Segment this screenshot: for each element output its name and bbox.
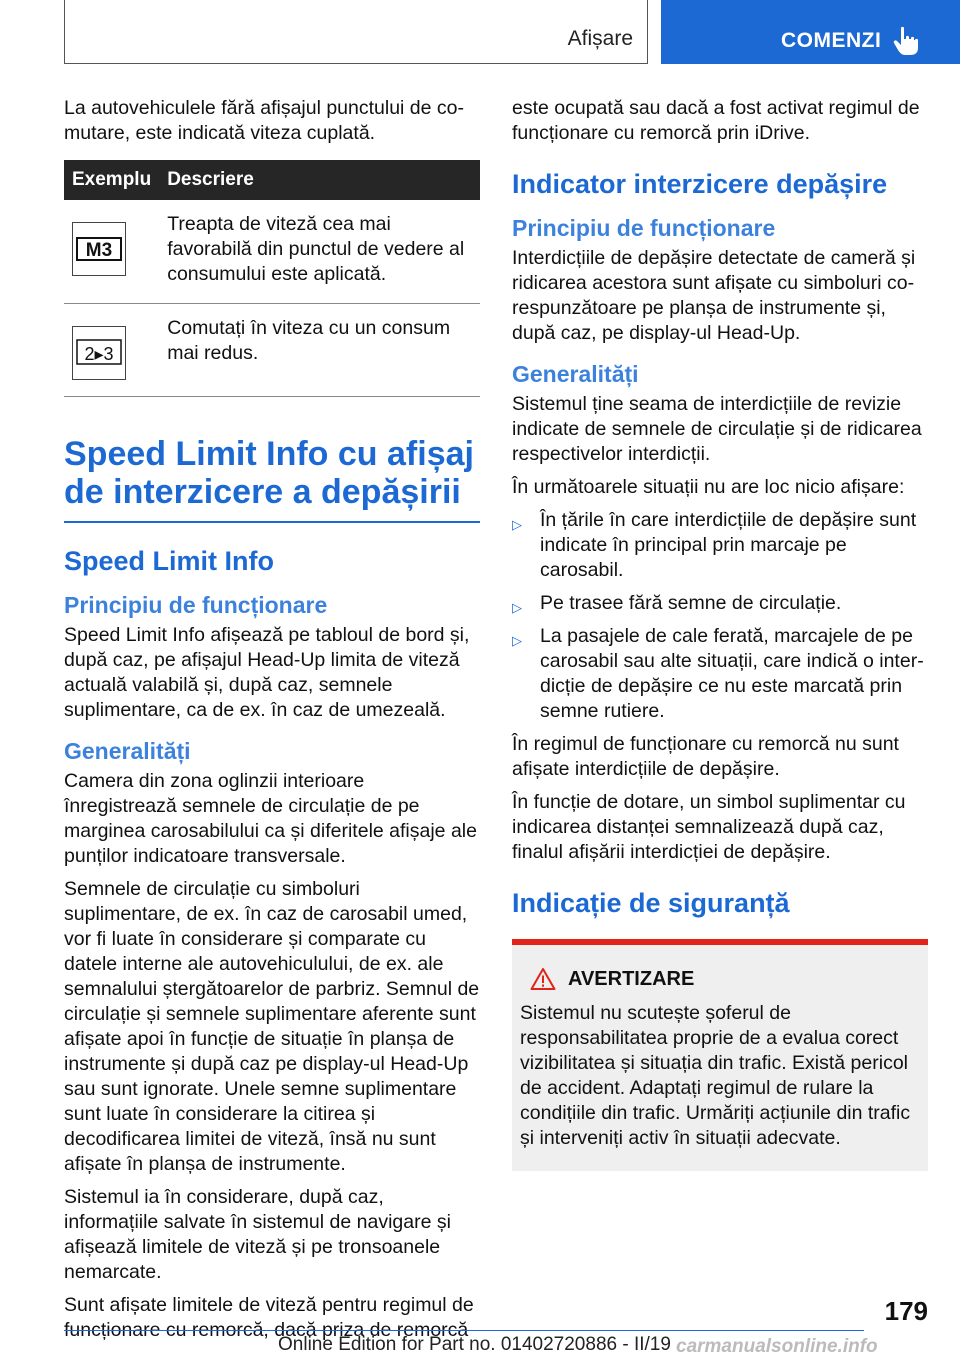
section-title: Speed Limit Info cu afișaj de interzicere a depășirii [64,435,480,523]
footer-divider [64,1330,864,1331]
warning-triangle-icon [530,967,556,991]
table-cell-description: Comutați în viteza cu un consum mai redus. [159,304,480,397]
table-row [64,200,480,304]
principle-paragraph: Interdicțiile de depășire detectate de cameră și ridicarea acestora sunt afișate cu simboluri corespunzătoare pe planșa de instrumente și, după caz, pe display-ul Head-Up. [512,247,916,344]
continued-paragraph: este ocupată sau dacă a fost activat regimul de funcționare cu remorcă prin iDrive. [512,97,920,144]
triangle-bullet-icon: ▷ [512,600,522,615]
tab-display[interactable]: Afișare [64,0,648,64]
heading-general: Generalități [64,738,191,764]
table-header-example: Exemplu [64,160,159,200]
warning-text: Sistemul nu scutește șoferul de responsabilitatea proprie de a evalua corect vizibilitatea și situația din trafic. Există pericol de accident. Adaptați regimul de rulare la condițiile din trafic. Urmăriți acțiunile din trafic și interveniți activ în situații adecvate. [520,1002,911,1149]
gear-m3-icon [72,222,126,276]
triangle-bullet-icon: ▷ [512,517,522,532]
trailer-paragraph: În regimul de funcționare cu remorcă nu sunt afișate interdicțiile de depășire. [512,733,899,780]
situations-paragraph: În următoarele situații nu are loc nicio afișare: [512,476,905,498]
footer-edition: Online Edition for Part no. 01402720886 - II/19 [278,1334,671,1355]
table-row [64,304,480,397]
shift-recommendation-label: 2▸3 [84,344,114,364]
heading-principle: Principiu de funcționare [64,592,328,618]
footer-watermark: carmanualsonline.info [676,1336,878,1357]
gear-m3-label: M3 [85,240,113,261]
shift-recommendation-icon [72,326,126,380]
principle-paragraph: Speed Limit Info afișează pe tabloul de bord și, după caz, pe afișajul Head-Up limita de viteză actuală valabilă și, după caz, semnele suplimentare, ca de ex. în caz de umezeală. [64,624,470,721]
list-item: ▷ La pasajele de cale ferată, marcajele de pe carosabil sau alte situații, care indică o interdicție de depășire ce nu este marcată prin semne rutiere. [512,625,924,722]
general-paragraph: Sistemul ține seama de interdicțiile de revizie indicate de semnele de circulație și de ridicarea respectivelor interdicții. [512,393,922,465]
heading-general: Generalități [512,361,639,387]
intro-paragraph: La autovehiculele fără afișajul punctului de comutare, este indicată viteza cuplată. [64,97,465,144]
table-cell-description: Treapta de viteză cea mai favorabilă din punctul de vedere al consumului este aplicată. [159,200,480,304]
list-item: ▷ Pe trasee fără semne de circulație. [512,591,928,616]
gear-table [64,160,480,397]
subsection-title-overtake: Indicator interzicere depășire [512,169,888,199]
warning-title: AVERTIZARE [520,967,920,991]
right-column [512,96,928,1171]
triangle-bullet-icon: ▷ [512,633,522,648]
subsection-title: Speed Limit Info [64,546,275,576]
pointing-hand-icon [892,26,920,56]
page-number: 179 [884,1296,928,1326]
page-header [0,0,960,66]
body-paragraph: Semnele de circulație cu simboluri suplimentare, de ex. în caz de carosabil umed, vor fi luate în considerare și comparate cu datele interne ale autovehiculului, de ex. ale semnalului ștergătoarelor de parbriz. Semnul de circulație și semnele suplimentare aferente sunt afișate apoi în funcție de situație în planșa de instrumente și după caz pe display-ul Head-Up sau sunt ignorate. Unele semne suplimentare sunt luate în considerare la citirea și decodificarea limitei de viteză, însă nu sunt afișate în planșa de instrumente. [64,878,480,1175]
body-paragraph: Sunt afișate limitele de viteză pentru regimul de funcționare cu remorcă, dacă priza de remorcă [64,1294,474,1341]
table-header-description: Descriere [159,160,480,200]
situations-list [512,508,928,724]
subsection-title-safety: Indicație de siguranță [512,888,790,918]
warning-box [512,939,928,1171]
equipment-paragraph: În funcție de dotare, un simbol suplimentar cu indicarea distanței semnalizează după caz, finalul afișării interdicției de depășire. [512,791,906,863]
tab-controls[interactable]: COMENZI [661,0,960,64]
body-paragraph: Camera din zona oglinzii interioare înregistrează semnele de circulație de pe marginea carosabilului ca și diferitele afișaje ale punților indicatoare transversale. [64,770,477,867]
heading-principle: Principiu de funcționare [512,215,776,241]
left-column [64,96,480,1351]
body-paragraph: Sistemul ia în considerare, după caz, informațiile salvate în sistemul de navigare și afișează limitele de viteză și pe tronsoanele nemarcate. [64,1186,451,1283]
list-item: ▷ În țările în care interdicțiile de depășire sunt indicate în principal prin marcaje pe carosabil. [512,509,917,581]
